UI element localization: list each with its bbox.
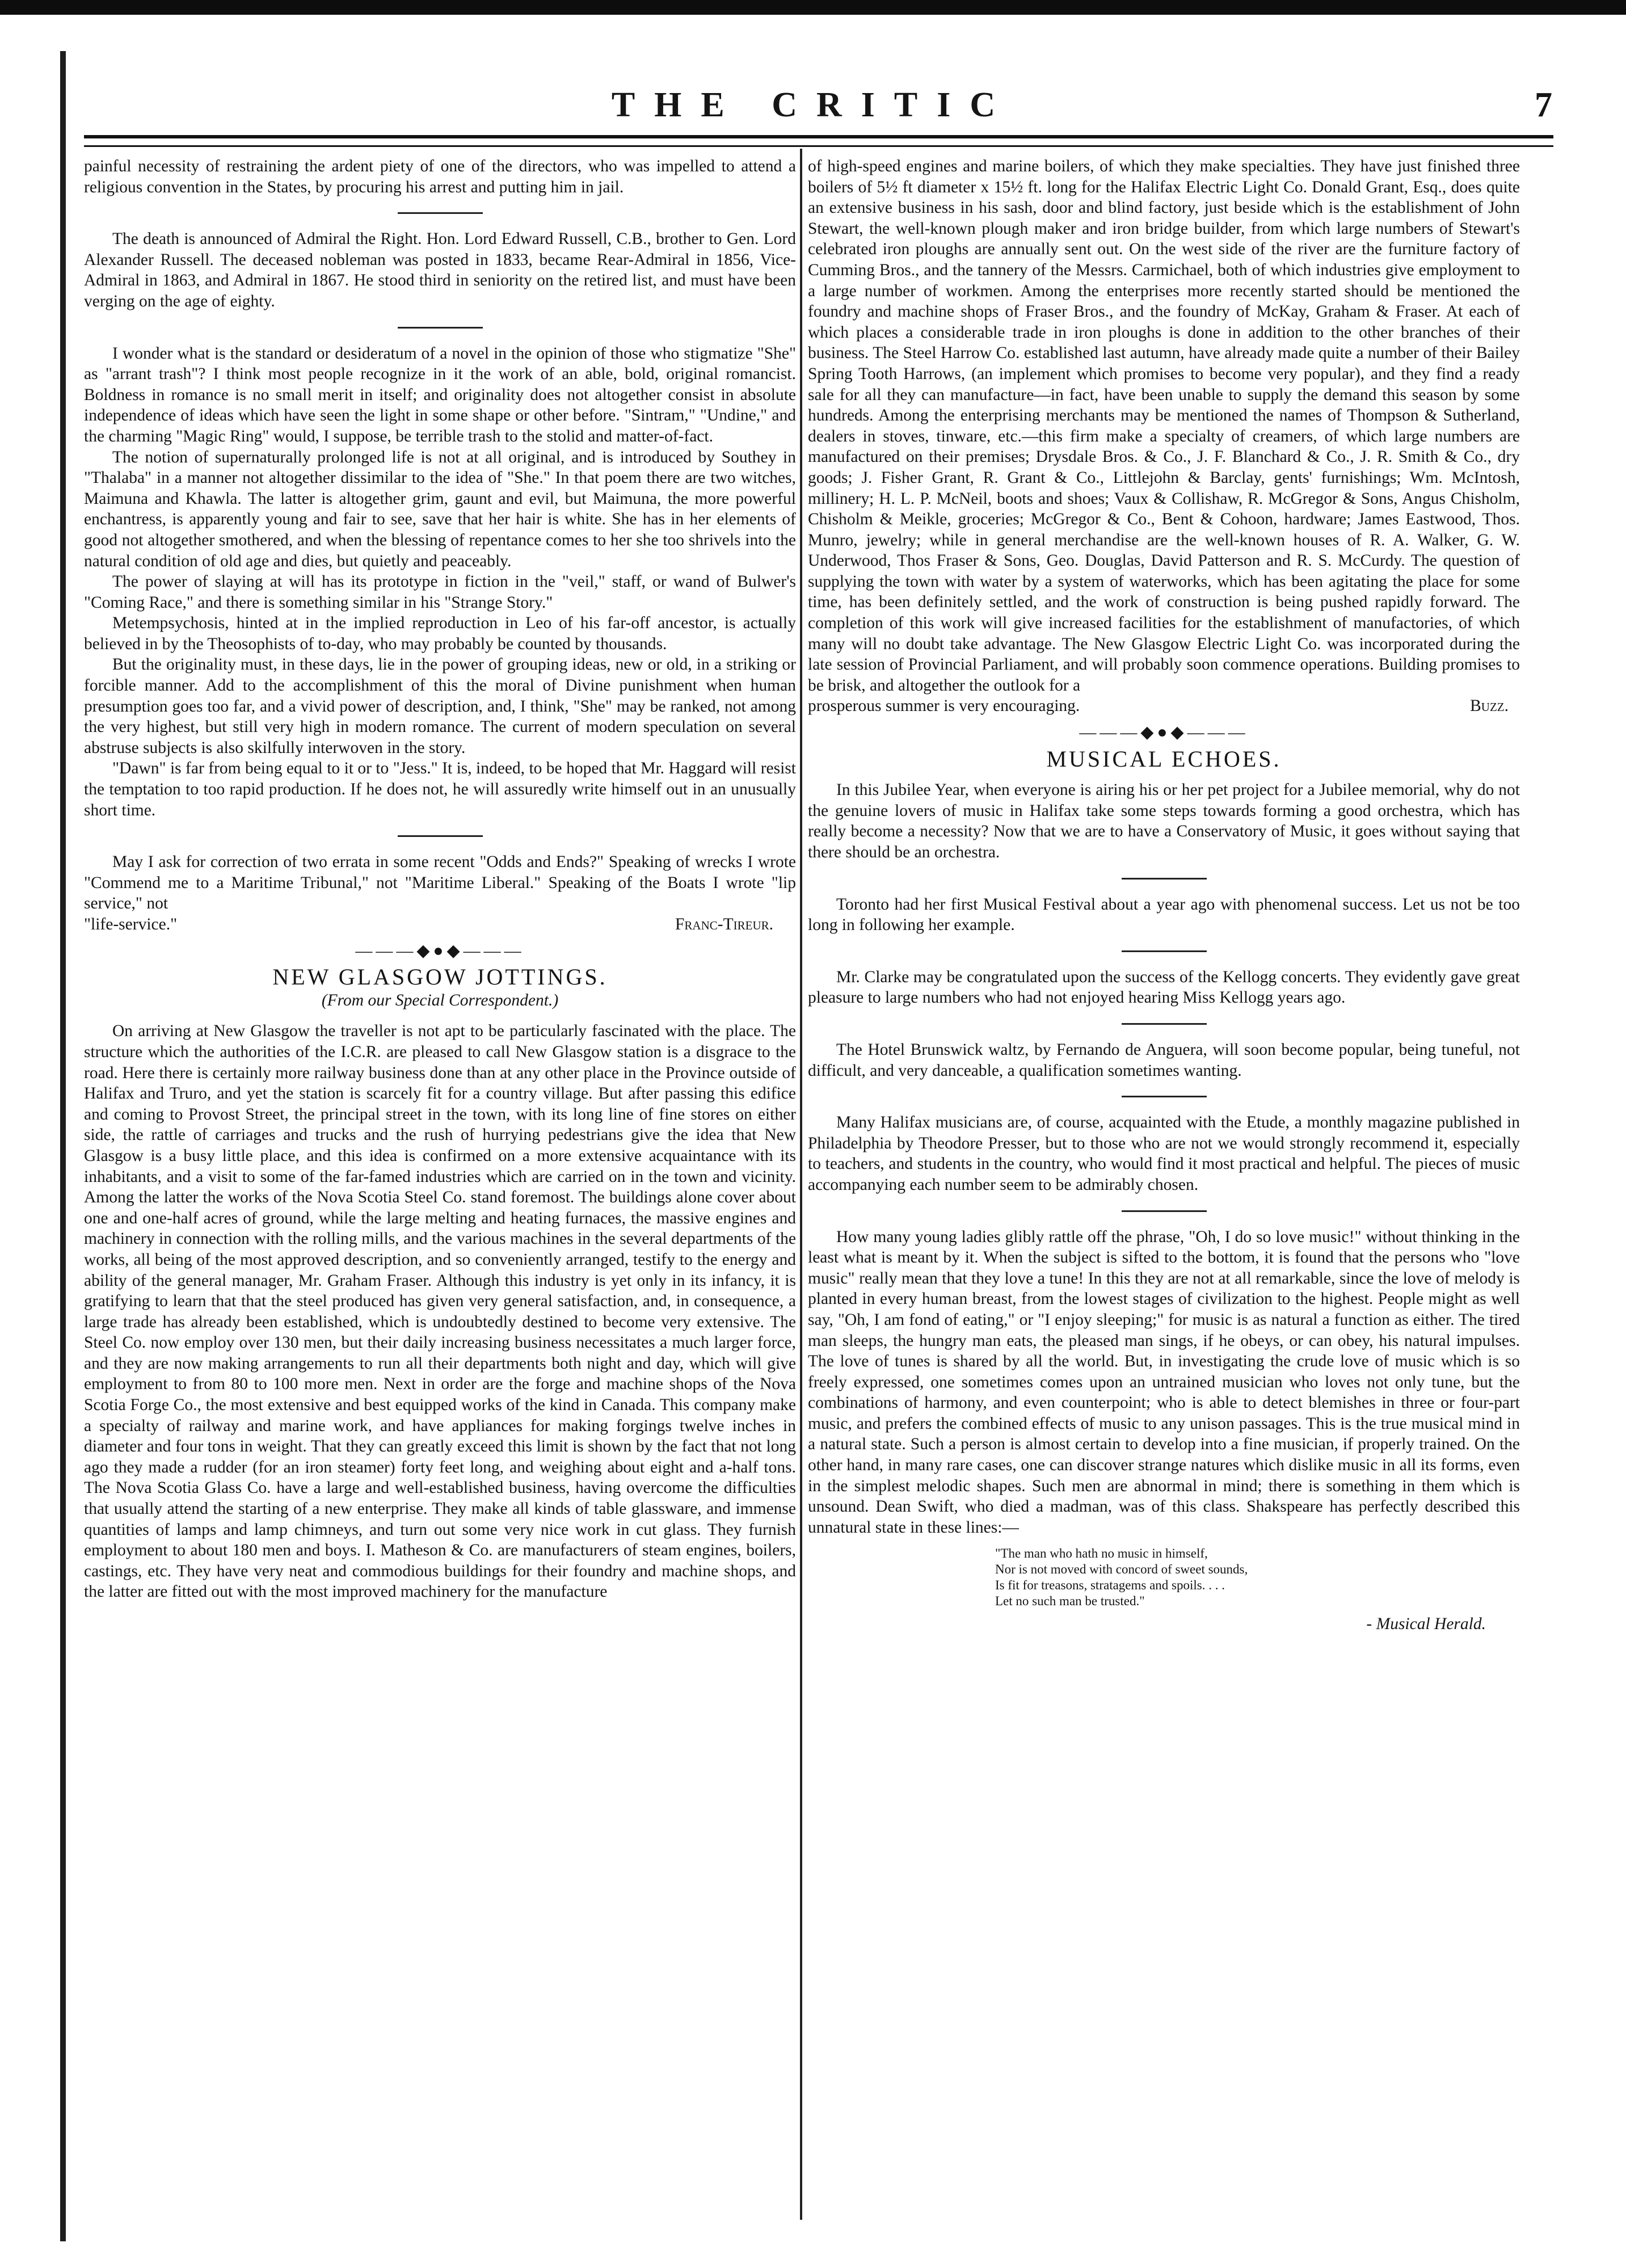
item-separator bbox=[1122, 1096, 1207, 1097]
paragraph: "Dawn" is far from being equal to it or to "Jess." It is, indeed, to be hoped that Mr. Haggard will resist the temptation to too rapid production. If he does not, he will assuredly write himself out in an unusually short time. bbox=[84, 759, 796, 819]
section-title: MUSICAL ECHOES. bbox=[1046, 746, 1282, 772]
signature: Buzz. bbox=[1470, 697, 1509, 716]
paragraph: But the originality must, in these days, lie in the power of grouping ideas, new or old, in a striking or forcible manner. Add to the accomplishment of this the moral of Divine punishment when human presumption goes too far, and a vivid power of description, and, I think, "She" may be ranked, not among the very highest, but still very high in modern romance. The current of modern speculation on several abstruse subjects is also skilfully interwoven in the story. bbox=[84, 655, 796, 757]
section-title: NEW GLASGOW JOTTINGS. bbox=[272, 964, 608, 990]
paragraph: of high-speed engines and marine boilers, of which they make specialties. They have just finished three boilers of 5½ ft diameter x 15½ ft. long for the Halifax Electric Light Co. Donald Grant, Esq., does quite an extensive business in his sash, door and blind factory, just beside which is the establishment of John Stewart, the well-known plough maker and iron bridge builder, from which large numbers of Stewart's celebrated iron ploughs are annually sent out. On the west side of the river are the furniture factory of Cumming Bros., and the tannery of the Messrs. Carmichael, both of which industries give employment to a large number of workmen. Among the enterprises more recently started should be mentioned the foundry and machine shops of Fraser Bros., and the foundry of McKay, Graham & Fraser. At each of which places a considerable trade in iron ploughs is done in addition to the other branches of their business. The Steel Harrow Co. established last autumn, have already made quite a number of their Bailey Spring Tooth Harrows, (an implement which promises to become very popular), and they find a ready sale for all they can manufacture—in fact, have been unable to supply the demand this season by some hundreds. Among the enterprising merchants may be mentioned the names of Thompson & Sutherland, dealers in stoves, tinware, etc.—this firm make a specialty of creamers, of which large numbers are manufactured on their premises; Drysdale Bros. & Co., J. F. Blanchard & Co., J. R. Smith & Co., dry goods; J. Fisher Grant, R. Grant & Co., Littlejohn & Barclay, gents' furnishings; Wm. McIntosh, millinery; H. L. P. McNeil, boots and shoes; Vaux & Collishaw, R. McGregor & Sons, Angus Chisholm, Chisholm & Meikle, groceries; McGregor & Co., Bent & Cohoon, hardware; James Eastwood, Thos. Munro, jewelry; while in general merchandise are the well-known houses of R. A. Walker, G. W. Underwood, Thos Fraser & Sons, Geo. Douglas, David Patterson and R. S. McCurdy. The question of supplying the town with water by a system of waterworks, which has been agitating the place for some time, has been definitely settled, and the work of construction is being pushed rapidly forward. The completion of this work will give increased facilities for the establishment of manufactories, of which many will no doubt take advantage. The New Glasgow Electric Light Co. was incorporated during the late session of Provincial Parliament, and will probably soon commence operations. Building promises to be brisk, and altogether the outlook for a bbox=[808, 157, 1520, 695]
paragraph: The power of slaying at will has its prototype in fiction in the "veil," staff, or wand of Bulwer's "Coming Race," and there is something similar in his "Strange Story." bbox=[84, 573, 796, 612]
column-divider bbox=[800, 149, 802, 2220]
signature-line bbox=[84, 914, 796, 935]
paragraph: painful necessity of restraining the ardent piety of one of the directors, who was impelled to attend a religious convention in the States, by procuring his arrest and putting him in jail. bbox=[84, 157, 796, 196]
item-separator bbox=[398, 212, 483, 214]
paragraph: I wonder what is the standard or desideratum of a novel in the opinion of those who stigmatize "She" as "arrant trash"? I think most people recognize in it the work of an able, bold, original romancist. Boldness in romance is no small merit in itself; and originality does not altogether consist in absolute independence of ideas which have seen the light in some shape or other before. "Sintram," "Undine," and the charming "Magic Ring" would, I suppose, be terrible trash to the stolid and matter-of-fact. bbox=[84, 344, 796, 445]
item-separator bbox=[1122, 1023, 1207, 1025]
ornament-divider: ———◆●◆——— bbox=[1079, 723, 1249, 742]
paragraph-end: prosperous summer is very encouraging. bbox=[808, 697, 1080, 716]
paragraph: On arriving at New Glasgow the traveller is not apt to be particularly fascinated with the place. The structure which the authorities of the I.C.R. are pleased to call New Glasgow station is a disgrace to the road. Here there is certainly more railway business done than at any other place in the Province outside of Halifax and Truro, and yet the station is scarcely fit for a country village. But after passing this edifice and coming to Provost Street, the principal street in the town, with its long line of fine stores on either side, the rattle of carriages and trucks and the rush of hurrying pedestrians give the idea that New Glasgow is a busy little place, and this idea is confirmed on a more extensive acquaintance with its inhabitants, and a visit to some of the far-famed industries which are carried on in the town and vicinity. Among the latter the works of the Nova Scotia Steel Co. stand foremost. The buildings alone cover about one and one-half acres of ground, while the large melting and heating furnaces, the massive engines and machinery in connection with the rolling mills, and the various machines in the several departments of the works, all being of the most approved description, and so conveniently arranged, testify to the energy and ability of the general manager, Mr. Graham Fraser. Although this industry is yet only in its infancy, it is gratifying to learn that that the steel produced has given very general satisfaction, and, in consequence, a large trade has already been established, which is undoubtedly destined to become very extensive. The Steel Co. now employ over 130 men, but their daily increasing business necessitates a much larger force, and they are now making arrangements to run all their departments both night and day, which will give employment to from 80 to 100 more men. Next in order are the forge and machine shops of the Nova Scotia Forge Co., the most extensive and best equipped works of the kind in Canada. This company make a specialty of railway and marine work, and have appliances for making forgings twelve inches in diameter and four tons in weight. That they can greatly exceed this limit is shown by the fact that not long ago they made a rudder (for an iron steamer) forty feet long, and weighing about eight and a-half tons. The Nova Scotia Glass Co. have a large and well-established business, having overcome the difficulties that usually attend the starting of a new enterprise. They make all kinds of table glassware, and immense quantities of lamps and lamp chimneys, and turn out some very nice work in cut glass. They furnish employment to about 180 men and boys. I. Matheson & Co. are manufacturers of steam engines, boilers, castings, etc. They have very neat and commodious buildings for their foundry and machine shops, and the latter are fitted out with the most improved machinery for the manufacture bbox=[84, 1022, 796, 1601]
paragraph: Metempsychosis, hinted at in the implied reproduction in Leo of his far-off ancestor, is actually believed in by the Theosophists of to-day, who may probably be counted by thousands. bbox=[84, 614, 796, 653]
item-separator bbox=[1122, 878, 1207, 880]
ornament-divider: ———◆●◆——— bbox=[355, 941, 525, 960]
quote-line: Let no such man be trusted." bbox=[995, 1594, 1145, 1609]
item-separator bbox=[398, 327, 483, 329]
source-name: Musical Herald. bbox=[1376, 1615, 1486, 1634]
top-border-bar bbox=[0, 0, 1626, 15]
signature-line bbox=[808, 696, 1520, 717]
masthead-title: THE CRITIC bbox=[611, 86, 1015, 124]
page-number: 7 bbox=[1535, 86, 1552, 124]
poem-quote bbox=[995, 1546, 1520, 1609]
paragraph: Mr. Clarke may be congratulated upon the success of the Kellogg concerts. They evidently gave great pleasure to large numbers who had not enjoyed hearing Miss Kellogg years ago. bbox=[808, 967, 1520, 1007]
quote-line: Nor is not moved with concord of sweet sounds, bbox=[995, 1562, 1248, 1577]
paragraph: The notion of supernaturally prolonged life is not at all original, and is introduced by Southey in "Thalaba" in a manner not altogether dissimilar to the idea of "She." In that poem there are two witches, Maimuna and Khawla. The latter is altogether grim, gaunt and evil, but Maimuna, the more powerful enchantress, is apparently young and fair to see, save that her hair is white. She has in her elements of good not altogether smothered, and when the blessing of repentance comes to her she too shrivels into the natural condition of old age and dies, but quietly and peaceably. bbox=[84, 448, 796, 570]
header-rule-thick bbox=[84, 135, 1553, 138]
left-margin-bar bbox=[60, 51, 66, 2241]
item-separator bbox=[1122, 1210, 1207, 1212]
signature: Franc-Tireur. bbox=[675, 915, 773, 933]
paragraph: Toronto had her first Musical Festival about a year ago with phenomenal success. Let us not be too long in following her example. bbox=[808, 895, 1520, 935]
paragraph: May I ask for correction of two errata in some recent "Odds and Ends?" Speaking of wrecks I wrote "Commend me to a Maritime Tribunal," not "Maritime Liberal." Speaking of the Boats I wrote "lip service," not bbox=[84, 853, 796, 913]
paragraph: How many young ladies glibly rattle off the phrase, "Oh, I do so love music!" without thinking in the least what is meant by it. When the subject is sifted to the bottom, it is found that the persons who "love music" really mean that they love a tune! In this they are not at all remarkable, since the love of melody is planted in every human breast, from the lowest stages of civilization to the highest. People might as well say, "Oh, I am fond of eating," or "I enjoy sleeping;" for music is as natural a function as either. The tired man sleeps, the hungry man eats, the pleased man sings, if he obeys, or can obey, his natural impulses. The love of tunes is shared by all the world. But, in investigating the crude love of music which is so freely expressed, one sometimes comes upon an untrained musician who loves not only tune, but the combinations of harmony, and even counterpoint; who is able to detect blemishes in three or four-part music, and prefers the combined effects of music to any unison passages. This is the true musical mind in a natural state. Such a person is almost certain to develop into a fine musician, if properly trained. On the other hand, in many rare cases, one can discover strange natures which dislike music in all its forms, even in the simplest melodic shapes. Such men are abnormal in mind; there is something in them which is unsound. Dean Swift, who died a madman, was of this class. Shakspeare has perfectly described this unnatural state in these lines:— bbox=[808, 1227, 1520, 1537]
paragraph: Many Halifax musicians are, of course, acquainted with the Etude, a monthly magazine published in Philadelphia by Theodore Presser, but to those who are not we would strongly recommend it, especially to teachers, and students in the country, who would find it most practical and helpful. The pieces of music accompanying each number seem to be admirably chosen. bbox=[808, 1113, 1520, 1194]
item-separator bbox=[1122, 950, 1207, 952]
quote-line: Is fit for treasons, stratagems and spoils. . . . bbox=[995, 1578, 1225, 1593]
left-column bbox=[84, 156, 796, 1602]
quote-source: - Musical Herald. bbox=[1366, 1615, 1486, 1634]
paragraph: The Hotel Brunswick waltz, by Fernando de Anguera, will soon become popular, being tuneful, not difficult, and very danceable, a qualification sometimes wanting. bbox=[808, 1040, 1520, 1080]
paragraph: In this Jubilee Year, when everyone is airing his or her pet project for a Jubilee memorial, why do not the genuine lovers of music in Halifax take some steps towards forming a good orchestra, which has really become a necessity? Now that we are to have a Conservatory of Music, it goes without saying that there should be an orchestra. bbox=[808, 781, 1520, 861]
right-column bbox=[808, 156, 1520, 1635]
header-rule-thin bbox=[84, 145, 1553, 147]
item-separator bbox=[398, 835, 483, 837]
paragraph-end: "life-service." bbox=[84, 915, 178, 933]
paragraph: The death is announced of Admiral the Right. Hon. Lord Edward Russell, C.B., brother to Gen. Lord Alexander Russell. The deceased nobleman was posted in 1833, became Rear-Admiral in 1856, Vice-Admiral in 1863, and Admiral in 1867. He stood third in seniority on the retired list, and must have been verging on the age of eighty. bbox=[84, 230, 796, 310]
section-subtitle: (From our Special Correspondent.) bbox=[321, 991, 559, 1009]
quote-line: "The man who hath no music in himself, bbox=[995, 1546, 1208, 1561]
